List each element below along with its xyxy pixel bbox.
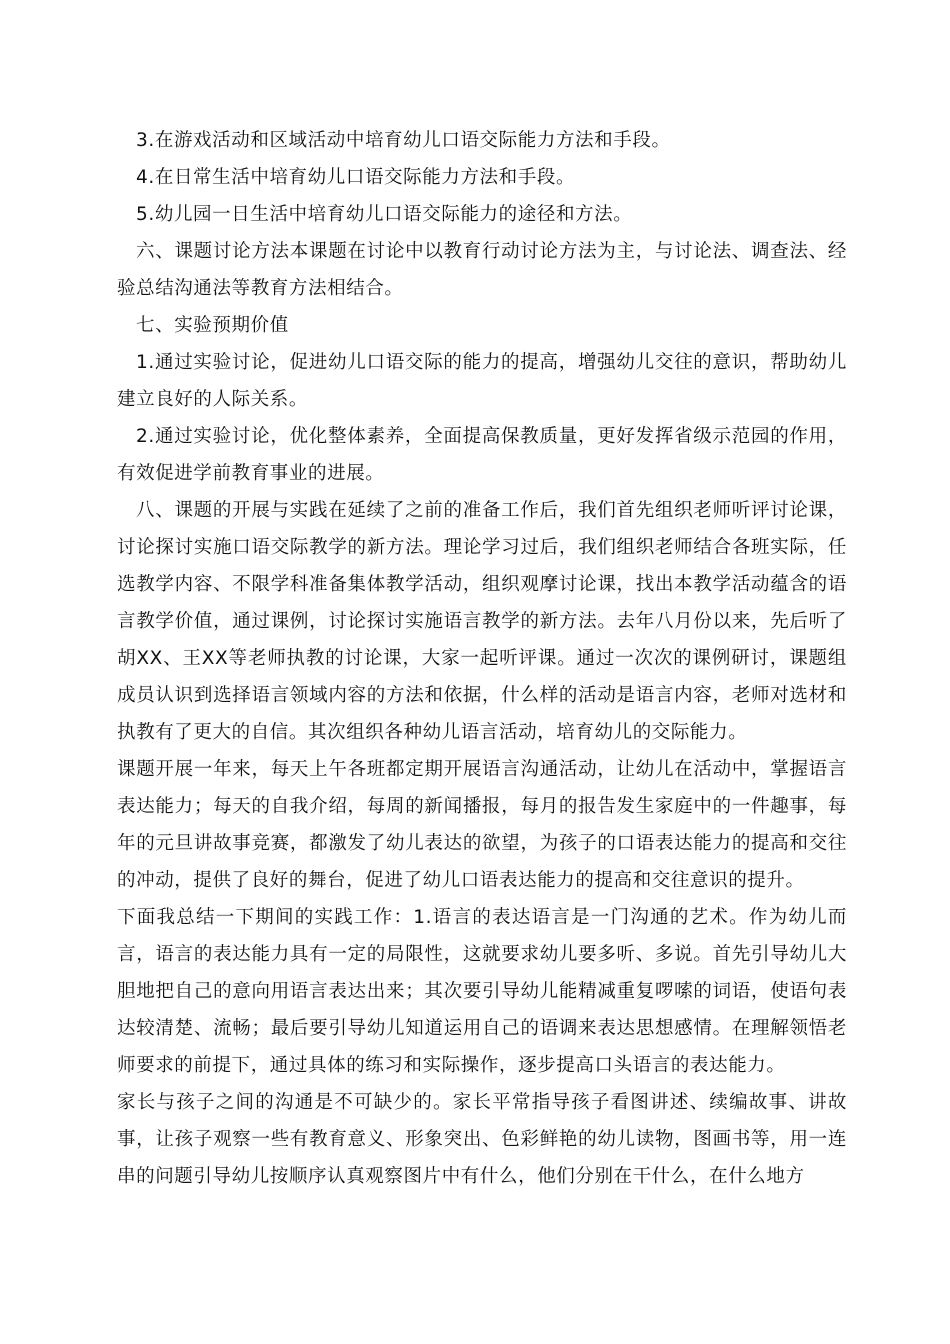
list-item-3: 3.在游戏活动和区域活动中培育幼儿口语交际能力方法和手段。 [136, 130, 671, 151]
expected-value-item-2: 2.通过实验讨论，优化整体素养，全面提高保教质量，更好发挥省级示范园的作用，有效促进学前教育事业的进展。 [117, 426, 847, 484]
paragraph-daily-activities: 课题开展一年来，每天上午各班都定期开展语言沟通活动，让幼儿在活动中，掌握语言表达能力；每天的自我介绍，每周的新闻播报，每月的报告发生家庭中的一件趣事，每年的元旦讲故事竞赛，都激发了幼儿表达的欲望，为孩子的口语表达能力的提高和交往的冲动，提供了良好的舞台，促进了幼儿口语表达能力的提高和交往意识的提升。 [117, 759, 847, 891]
document-body [117, 122, 847, 1195]
section-6-research-method: 六、课题讨论方法本课题在讨论中以教育行动讨论方法为主，与讨论法、调查法、经验总结沟通法等教育方法相结合。 [117, 241, 847, 299]
paragraph-practice-summary: 下面我总结一下期间的实践工作：1.语言的表达语言是一门沟通的艺术。作为幼儿而言，语言的表达能力具有一定的局限性，这就要求幼儿要多听、多说。首先引导幼儿大胆地把自己的意向用语言表达出来；其次要引导幼儿能精减重复啰嗦的词语，使语句表达较清楚、流畅；最后要引导幼儿知道运用自己的语调来表达思想感情。在理解领悟老师要求的前提下，通过具体的练习和实际操作，逐步提高口头语言的表达能力。 [117, 907, 847, 1076]
paragraph-parent-communication: 家长与孩子之间的沟通是不可缺少的。家长平常指导孩子看图讲述、续编故事、讲故事，让孩子观察一些有教育意义、形象突出、色彩鲜艳的幼儿读物，图画书等，用一连串的问题引导幼儿按顺序认真观察图片中有什么，他们分别在干什么，在什么地方 [117, 1092, 847, 1187]
list-item-5: 5.幼儿园一日生活中培育幼儿口语交际能力的途径和方法。 [136, 204, 633, 225]
list-item-4: 4.在日常生活中培育幼儿口语交际能力方法和手段。 [136, 167, 576, 188]
expected-value-item-1: 1.通过实验讨论，促进幼儿口语交际的能力的提高，增强幼儿交往的意识，帮助幼儿建立良好的人际关系。 [117, 352, 847, 410]
section-7-heading: 七、实验预期价值 [136, 315, 289, 336]
section-8-practice: 八、课题的开展与实践在延续了之前的准备工作后，我们首先组织老师听评讨论课，讨论探讨实施口语交际教学的新方法。理论学习过后，我们组织老师结合各班实际，任选教学内容、不限学科准备集体教学活动，组织观摩讨论课，找出本教学活动蕴含的语言教学价值，通过课例，讨论探讨实施语言教学的新方法。去年八月份以来，先后听了胡XX、王XX等老师执教的讨论课，大家一起听评课。通过一次次的课例研讨，课题组成员认识到选择语言领域内容的方法和依据，什么样的活动是语言内容，老师对选材和执教有了更大的自信。其次组织各种幼儿语言活动，培育幼儿的交际能力。 [117, 500, 847, 743]
